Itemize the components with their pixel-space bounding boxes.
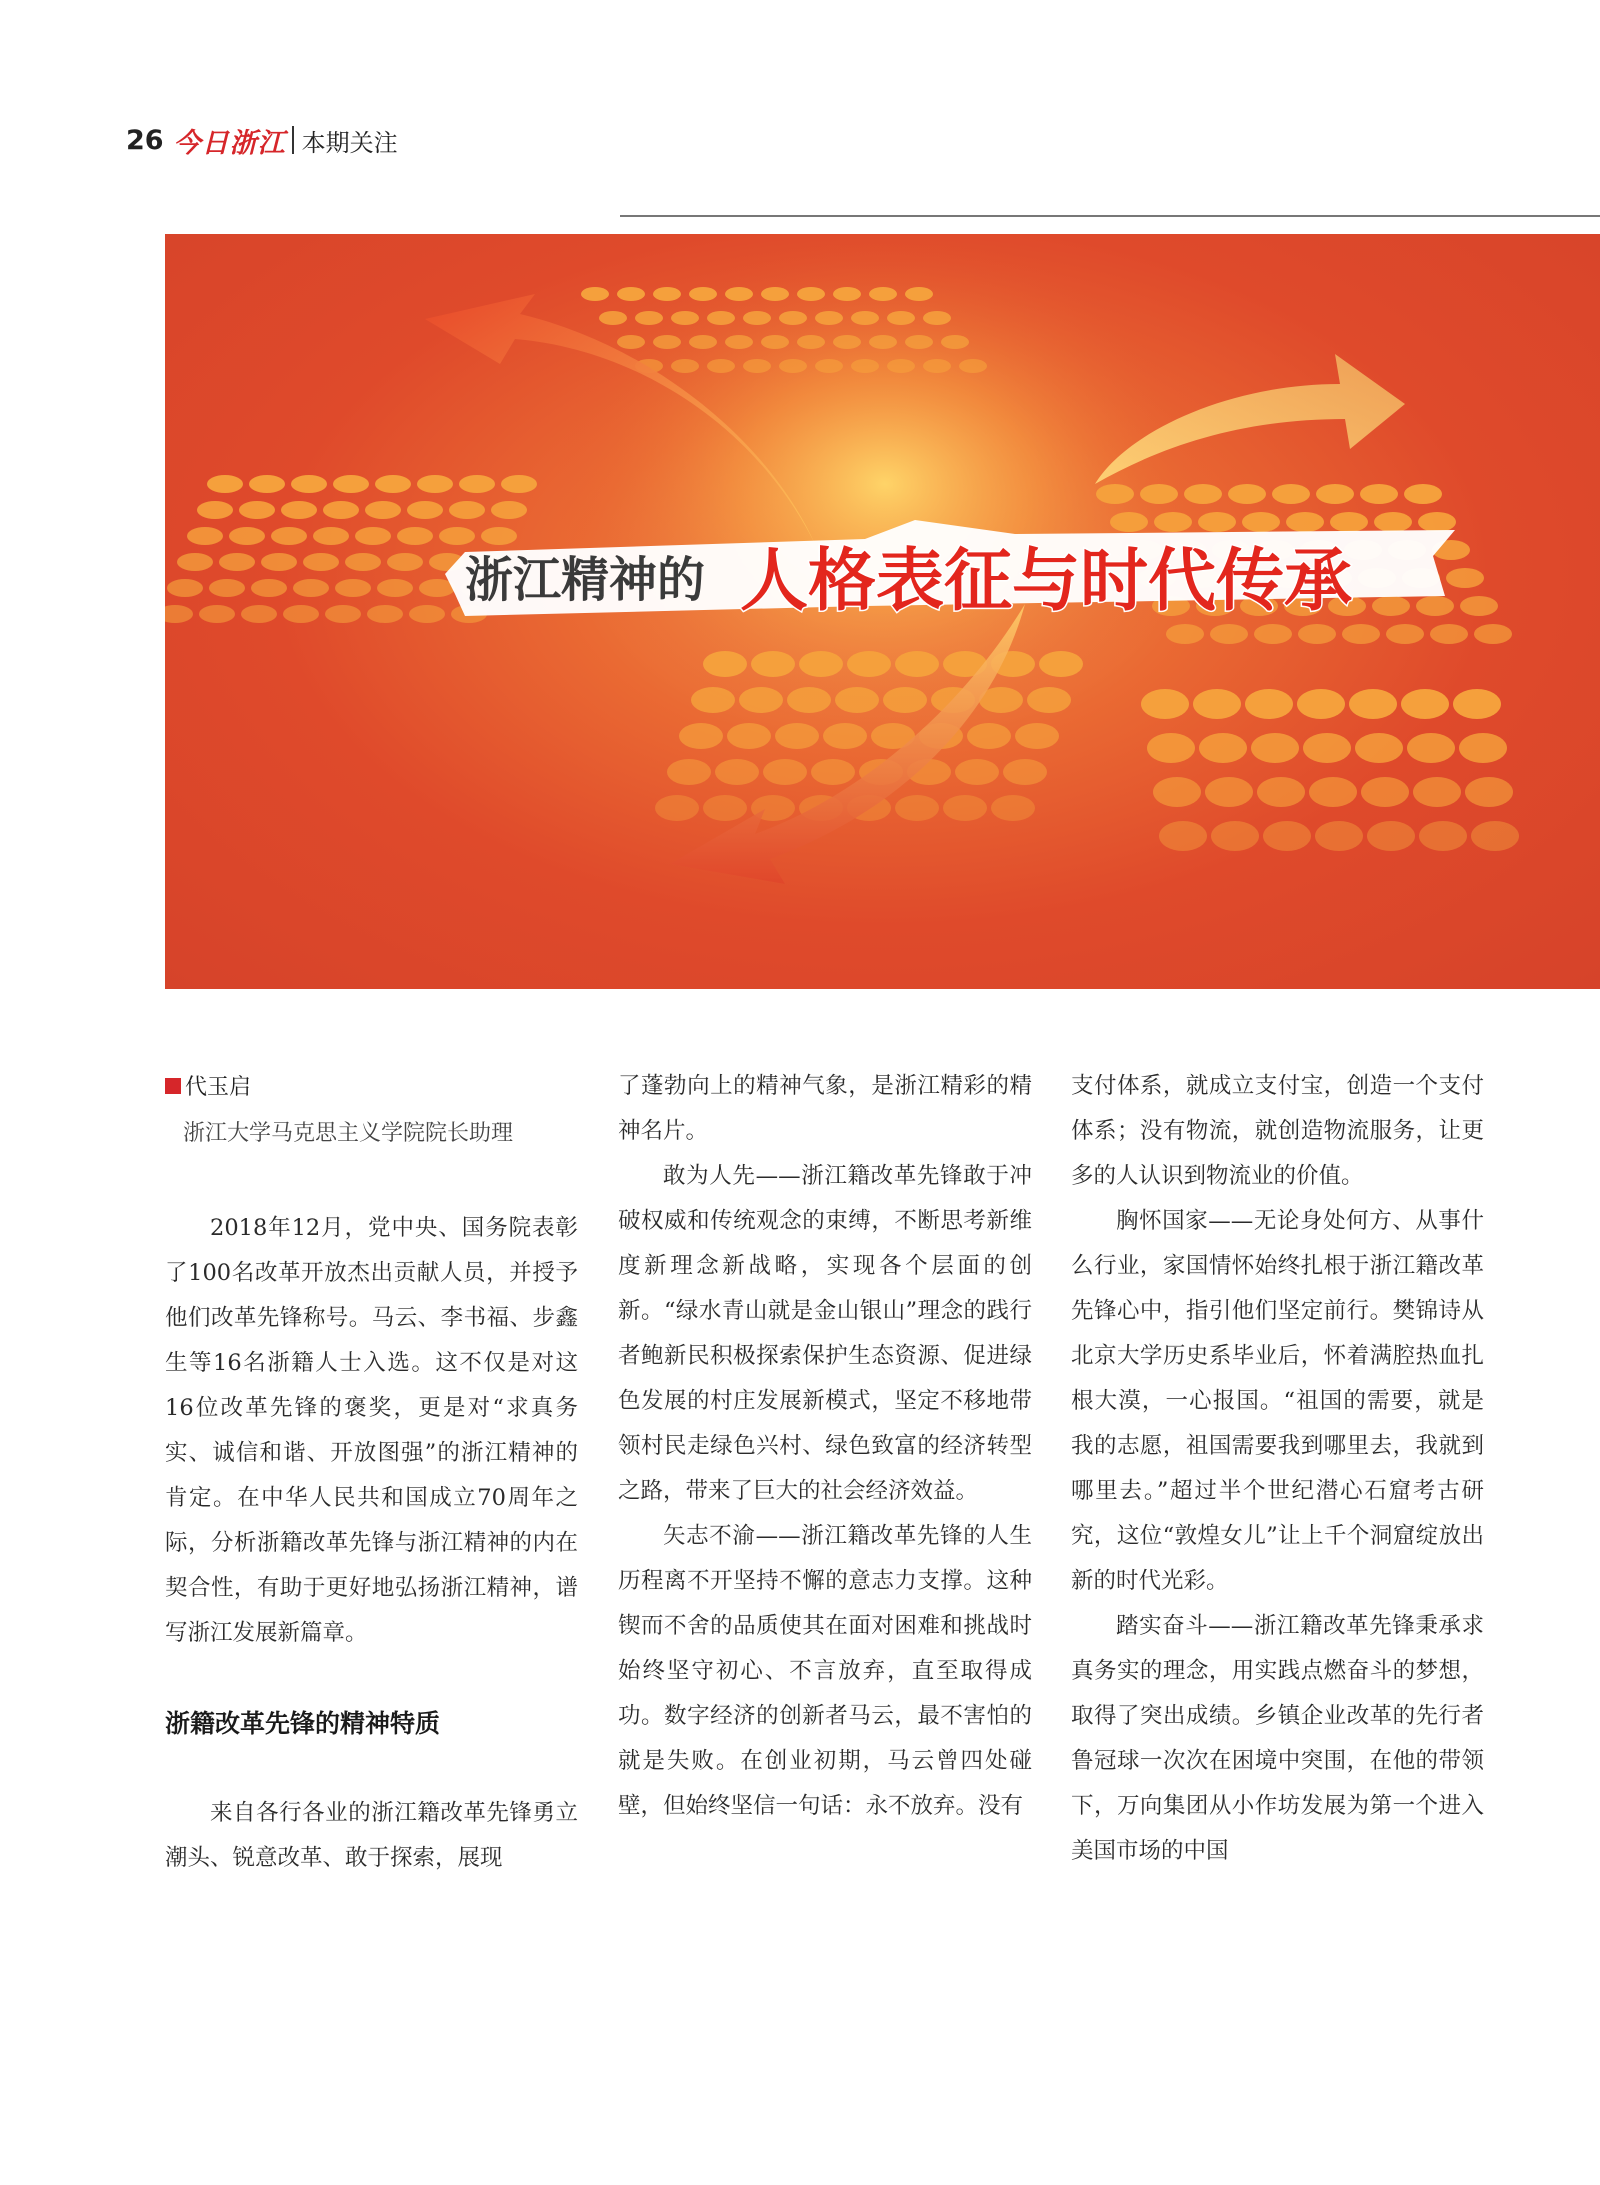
banner-dot [967,723,1011,749]
author-affiliation: 浙江大学马克思主义学院院长助理 [183,1121,514,1146]
banner-dot [1251,733,1299,763]
banner-dot [1459,733,1507,763]
banner-dot [1404,484,1442,504]
banner-dot [229,527,265,545]
banner-dot [743,359,771,373]
banner-dot [689,335,717,349]
banner-dot [1286,512,1324,532]
banner-dot [167,579,203,597]
banner-dot [1159,821,1207,851]
author-marker [165,1078,181,1094]
banner-dot [1342,624,1380,644]
banner-dot [941,335,969,349]
body-paragraph: 胸怀国家——无论身处何方、从事什么行业，家国情怀始终扎根于浙江籍改革先锋心中，指引他们坚定前行。樊锦诗从北京大学历史系毕业后，怀着满腔热血扎根大漠，一心报国。“祖国的需要，就是我的志愿，祖国需要我到哪里去，我就到哪里去。”超过半个世纪潜心石窟考古研究，这位“敦煌女儿”让上千个洞窟绽放出新的时代光彩。 [1071,1208,1484,1594]
banner-dot [725,287,753,301]
banner-dot [251,579,287,597]
banner-dot [815,311,843,325]
banner-dot [991,795,1035,821]
banner-dot [653,287,681,301]
banner-dot [1460,596,1498,616]
banner-dot [707,311,735,325]
banner-dot [1418,512,1456,532]
banner-dot [1355,733,1403,763]
article-column-2 [618,1064,1032,1829]
banner-dot [335,579,371,597]
banner-dot [1372,596,1410,616]
banner-dot [887,359,915,373]
banner-dot [1349,689,1397,719]
banner-dot [787,687,831,713]
section-name: 本期关注 [301,128,398,157]
body-paragraph: 了蓬勃向上的精神气象，是浙江精彩的精神名片。 [618,1073,1032,1144]
body-paragraph: 矢志不渝——浙江籍改革先锋的人生历程离不开坚持不懈的意志力支撑。这种锲而不舍的品质使其在面对困难和挑战时始终坚守初心、不言放弃，直至取得成功。数字经济的创新者马云，最不害怕的就是失败。在创业初期，马云曾四处碰壁，但始终坚信一句话：永不放弃。没有 [618,1523,1032,1819]
body-paragraph: 踏实奋斗——浙江籍改革先锋秉承求真务实的理念，用实践点燃奋斗的梦想，取得了突出成绩。乡镇企业改革的先行者鲁冠球一次次在困境中突围，在他的带领下，万向集团从小作坊发展为第一个进入美国市场的中国 [1071,1613,1484,1864]
banner-dot [679,723,723,749]
banner-dot [1374,512,1412,532]
banner-dot [417,475,453,493]
body-paragraph: 来自各行各业的浙江籍改革先锋勇立潮头、锐意改革、敢于探索，展现 [165,1800,578,1871]
banner-dot [739,687,783,713]
banner-dot [1154,512,1192,532]
banner-dot [1205,777,1253,807]
banner-dot [895,795,939,821]
hero-banner [165,234,1600,989]
banner-dot [815,359,843,373]
banner-dot [239,501,275,519]
banner-dot [281,501,317,519]
banner-dot [323,501,359,519]
author-name: 代玉启 [185,1075,252,1100]
banner-dot [165,605,193,623]
banner-dot [377,579,413,597]
banner-dot [667,759,711,785]
banner-dot [1360,484,1398,504]
body-paragraph: 支付体系，就成立支付宝，创造一个支付体系；没有物流，就创造物流服务，让更多的人认识到物流业的价值。 [1071,1073,1484,1189]
banner-dot [1153,777,1201,807]
banner-dot [1211,821,1259,851]
banner-dot [345,553,381,571]
banner-dot [1453,689,1501,719]
banner-dot [293,579,329,597]
banner-dot [1407,733,1455,763]
banner-dot [883,687,927,713]
banner-dot [1430,624,1468,644]
page-number: 26 [126,124,164,156]
banner-title-part1: 浙江精神的 [465,552,706,608]
banner-artwork [165,234,1600,989]
banner-dot [775,723,819,749]
banner-dot [1297,689,1345,719]
magazine-logo: 今日浙江 [173,127,286,159]
banner-dot [833,335,861,349]
banner-dot [617,287,645,301]
banner-dot [1147,733,1195,763]
banner-dot [1210,624,1248,644]
article-column-1 [165,1206,578,1881]
banner-dot [833,287,861,301]
banner-dot [715,759,759,785]
banner-dot [635,311,663,325]
banner-dot [943,795,987,821]
banner-dot [313,527,349,545]
banner-dot [1110,512,1148,532]
banner-dot [1039,651,1083,677]
banner-dot [1401,689,1449,719]
banner-dot [1474,624,1512,644]
banner-dot [387,553,423,571]
banner-dot [1315,821,1363,851]
banner-dot [1465,777,1513,807]
banner-dot [283,605,319,623]
banner-dot [333,475,369,493]
banner-dot [751,651,795,677]
banner-dot [703,795,747,821]
banner-dot [491,501,527,519]
banner-dot [599,311,627,325]
banner-dot [905,335,933,349]
banner-dot [691,687,735,713]
banner-dot [1303,733,1351,763]
banner-dot [459,475,495,493]
banner-dot [703,651,747,677]
banner-dot [835,687,879,713]
banner-dot [261,553,297,571]
banner-dot [923,311,951,325]
banner-dot [501,475,537,493]
banner-dot [811,759,855,785]
header-separator [292,126,294,154]
banner-dot [177,553,213,571]
banner-dot [851,311,879,325]
banner-dot [219,553,255,571]
banner-dot [761,287,789,301]
banner-dot [481,527,517,545]
banner-dot [799,651,843,677]
banner-dot [1263,821,1311,851]
banner-dot [1309,777,1357,807]
banner-dot [1140,484,1178,504]
banner-dot [1254,624,1292,644]
banner-dot [397,527,433,545]
banner-dot [197,501,233,519]
banner-dot [1245,689,1293,719]
banner-dot [851,359,879,373]
banner-dot [847,651,891,677]
banner-dot [1361,777,1409,807]
banner-dot [869,335,897,349]
banner-dot [581,287,609,301]
banner-dot [1257,777,1305,807]
banner-title-part2: 人格表征与时代传承 [740,542,1353,621]
banner-dot [1416,596,1454,616]
banner-dot [1166,624,1204,644]
banner-dot [1141,689,1189,719]
banner-dot [199,605,235,623]
banner-dot [241,605,277,623]
banner-dot [1413,777,1461,807]
banner-dot [1316,484,1354,504]
section-heading: 浙籍改革先锋的精神特质 [165,1709,441,1738]
banner-dot [209,579,245,597]
banner-dot [653,335,681,349]
banner-dot [779,311,807,325]
banner-dot [689,287,717,301]
banner-dot [955,759,999,785]
banner-dot [1228,484,1266,504]
banner-dot [367,605,403,623]
banner-dot [727,723,771,749]
banner-dot [1027,687,1071,713]
page-header [126,120,398,160]
banner-dot [291,475,327,493]
banner-dot [1193,689,1241,719]
banner-dot [1419,821,1467,851]
banner-dot [1242,512,1280,532]
banner-dot [1272,484,1310,504]
banner-dot [797,335,825,349]
banner-dot [1015,723,1059,749]
banner-dot [355,527,391,545]
banner-dot [725,335,753,349]
banner-dot [325,605,361,623]
banner-dot [207,475,243,493]
banner-dot [365,501,401,519]
banner-dot [449,501,485,519]
banner-dot [407,501,443,519]
banner-dot [1184,484,1222,504]
banner-dot [869,287,897,301]
banner-dot [1367,821,1415,851]
banner-dot [707,359,735,373]
banner-dot [959,359,987,373]
banner-dot [1199,733,1247,763]
banner-dot [671,359,699,373]
header-rule [620,215,1600,217]
banner-dot [1471,821,1519,851]
banner-dot [763,759,807,785]
banner-dot [1386,624,1424,644]
article-column-3 [1071,1064,1484,1874]
banner-dot [743,311,771,325]
banner-dot [923,359,951,373]
banner-dot [249,475,285,493]
banner-dot [303,553,339,571]
banner-dot [409,605,445,623]
author-line [165,1070,251,1101]
banner-dot [797,287,825,301]
banner-dot [1330,512,1368,532]
banner-dot [271,527,307,545]
banner-dot [655,795,699,821]
banner-dot [887,311,915,325]
banner-dot [617,335,645,349]
banner-dot [439,527,475,545]
banner-dot [779,359,807,373]
banner-dot [823,723,867,749]
banner-dot [375,475,411,493]
banner-dot [187,527,223,545]
banner-dot [761,335,789,349]
banner-dot [895,651,939,677]
body-paragraph: 敢为人先——浙江籍改革先锋敢于冲破权威和传统观念的束缚，不断思考新维度新理念新战略，实现各个层面的创新。“绿水青山就是金山银山”理念的践行者鲍新民积极探索保护生态资源、促进绿色发展的村庄发展新模式，坚定不移地带领村民走绿色兴村、绿色致富的经济转型之路，带来了巨大的社会经济效益。 [618,1163,1032,1504]
banner-dot [671,311,699,325]
banner-dot [1198,512,1236,532]
banner-dot [1446,568,1484,588]
banner-dot [905,287,933,301]
intro-paragraph: 2018年12月，党中央、国务院表彰了100名改革开放杰出贡献人员，并授予他们改革先锋称号。马云、李书福、步鑫生等16名浙籍人士入选。这不仅是对这16位改革先锋的褒奖，更是对“求真务实、诚信和谐、开放图强”的浙江精神的肯定。在中华人民共和国成立70周年之际，分析浙籍改革先锋与浙江精神的内在契合性，有助于更好地弘扬浙江精神，谱写浙江发展新篇章。 [165,1215,578,1646]
banner-dot [1003,759,1047,785]
banner-dot [1096,484,1134,504]
banner-dot [1298,624,1336,644]
